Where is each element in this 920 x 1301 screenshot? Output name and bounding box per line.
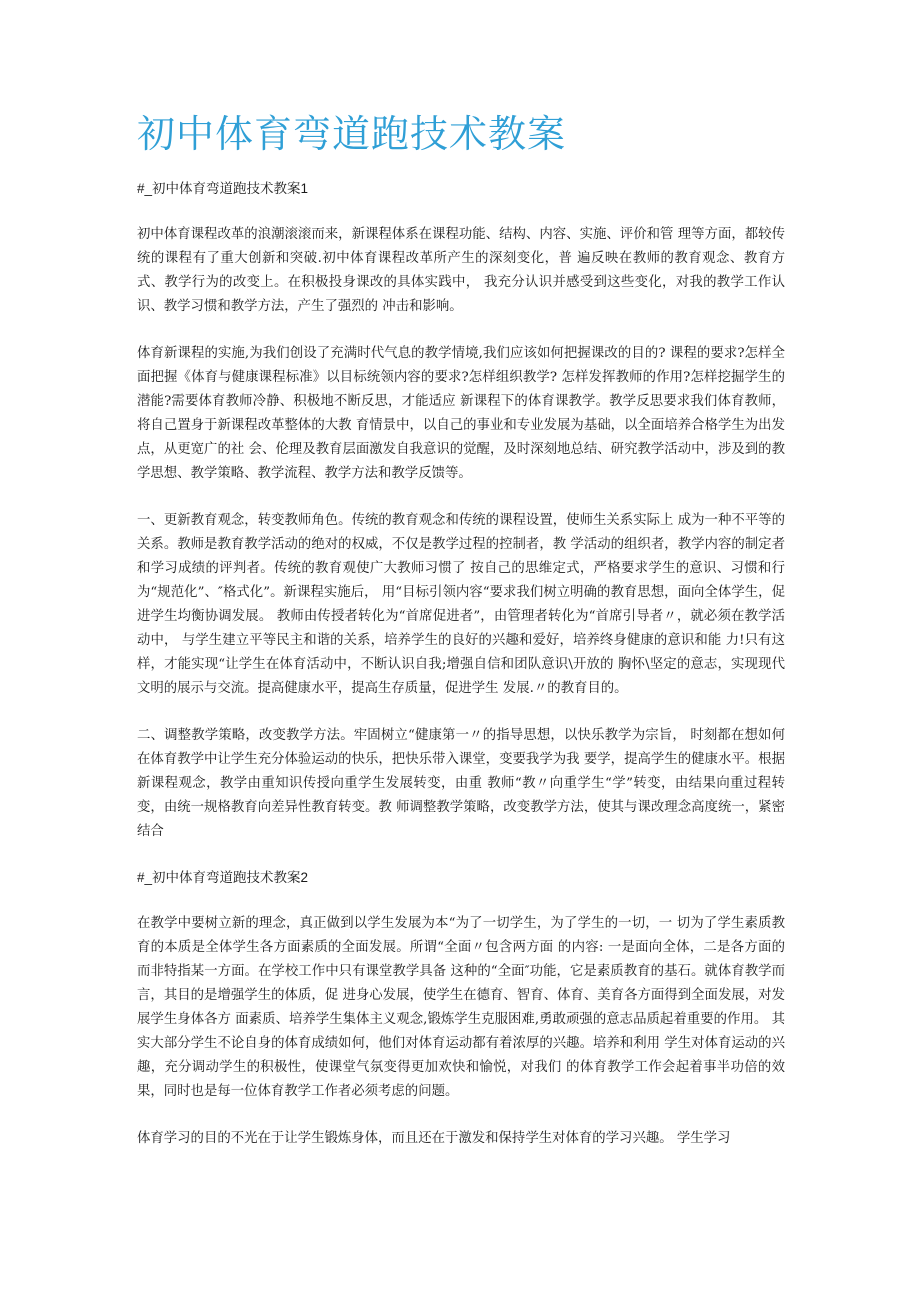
document-body	[137, 178, 785, 1151]
paragraph: 在教学中要树立新的理念，真正做到以学生发展为本“为了一切学生，为了学生的一切，一 切为了学生素质教育的本质是全体学生各方面素质的全面发展。所谓“全面〃包含两方面 的内容: 一是面向全体，二是各方面的而非特指某一方面。在学校工作中只有课堂教学具备 这种的“全面″功能，它是素质教育的基石。就体育教学而言，其目的是增强学生的体质，促 进身心发展，使学生在德育、智育、体育、美育各方面得到全面发展，对发展学生身体各方 面素质、培养学生集体主义观念,锻炼学生克服困难,勇敢顽强的意志品质起着重要的作用。 其实大部分学生不论自身的体育成绩如何，他们对体育运动都有着浓厚的兴趣。培养和利用 学生对体育运动的兴趣，充分调动学生的积极性，使课堂气氛变得更加欢快和愉悦，对我们 的体育教学工作会起着事半功倍的效果，同时也是每一位体育教学工作者必须考虑的问题。	[137, 916, 785, 1099]
document-title: 初中体育弯道跑技术教案	[137, 112, 567, 156]
paragraph: 初中体育课程改革的浪潮滚滚而来，新课程体系在课程功能、结构、内容、实施、评价和管 理等方面，都较传统的课程有了重大创新和突破.初中体育课程改革所产生的深刻变化，普 遍反映在教师的教育观念、教育方式、教学行为的改变上。在积极投身课改的具体实践中， 我充分认识并感受到这些变化，对我的教学工作认识、教学习惯和教学方法，产生了强烈的 冲击和影响。	[137, 227, 785, 314]
paragraph: 二、调整教学策略，改变教学方法。牢固树立“健康第一〃的指导思想，以快乐教学为宗旨， 时刻都在想如何在体育教学中让学生充分体验运动的快乐，把快乐带入课堂，变要我学为我 要学，提高学生的健康水平。根据新课程观念，教学由重知识传授向重学生发展转变，由重 教师“教〃向重学生“学”转变，由结果向重过程转变，由统一规格教育向差异性教育转变。教 师调整教学策略，改变教学方法，使其与课改理念高度统一，紧密结合	[137, 728, 785, 839]
paragraph: 一、更新教育观念，转变教师角色。传统的教育观念和传统的课程设置，使师生关系实际上 成为一种不平等的关系。教师是教育教学活动的绝对的权威，不仅是教学过程的控制者，教 学活动的组织者，教学内容的制定者和学习成绩的评判者。传统的教育观使广大教师习惯了 按自己的思维定式，严格要求学生的意识、习惯和行为“规范化”、″格式化”。新课程实施后， 用“目标引领内容“要求我们树立明确的教育思想，面向全体学生，促进学生均衡协调发展。 教师由传授者转化为“首席促进者”，由管理者转化为“首席引导者〃，就必须在教学活动中， 与学生建立平等民主和谐的关系，培养学生的良好的兴趣和爱好，培养终身健康的意识和能 力!只有这样，才能实现“让学生在体育活动中，不断认识自我;增强自信和团队意识\开放的 胸怀\坚定的意志，实现现代文明的展示与交流。提高健康水平，提高生存质量，促进学生 发展.〃的教育目的。	[137, 513, 785, 696]
paragraph: 体育新课程的实施,为我们创设了充满时代气息的教学情境,我们应该如何把握课改的目的? 课程的要求?怎样全面把握《体育与健康课程标准》以目标统领内容的要求?怎样组织教学? 怎样发挥教师的作用?怎样挖掘学生的潜能?需要体育教师冷静、积极地不断反思，才能适应 新课程下的体育课教学。教学反思要求我们体育教师，将自己置身于新课程改革整体的大教 育情景中，以自己的事业和专业发展为基础，以全面培养合格学生为出发点，从更宽广的社 会、伦理及教育层面激发自我意识的觉醒，及时深刻地总结、研究教学活动中，涉及到的教 学思想、教学策略、教学流程、教学方法和教学反馈等。	[137, 346, 785, 481]
paragraph: 体育学习的目的不光在于让学生锻炼身体，而且还在于激发和保持学生对体育的学习兴趣。 学生学习	[137, 1131, 731, 1146]
section-heading-1: #_初中体育弯道跑技术教案1	[137, 181, 309, 196]
section-heading-2: #_初中体育弯道跑技术教案2	[137, 870, 309, 885]
